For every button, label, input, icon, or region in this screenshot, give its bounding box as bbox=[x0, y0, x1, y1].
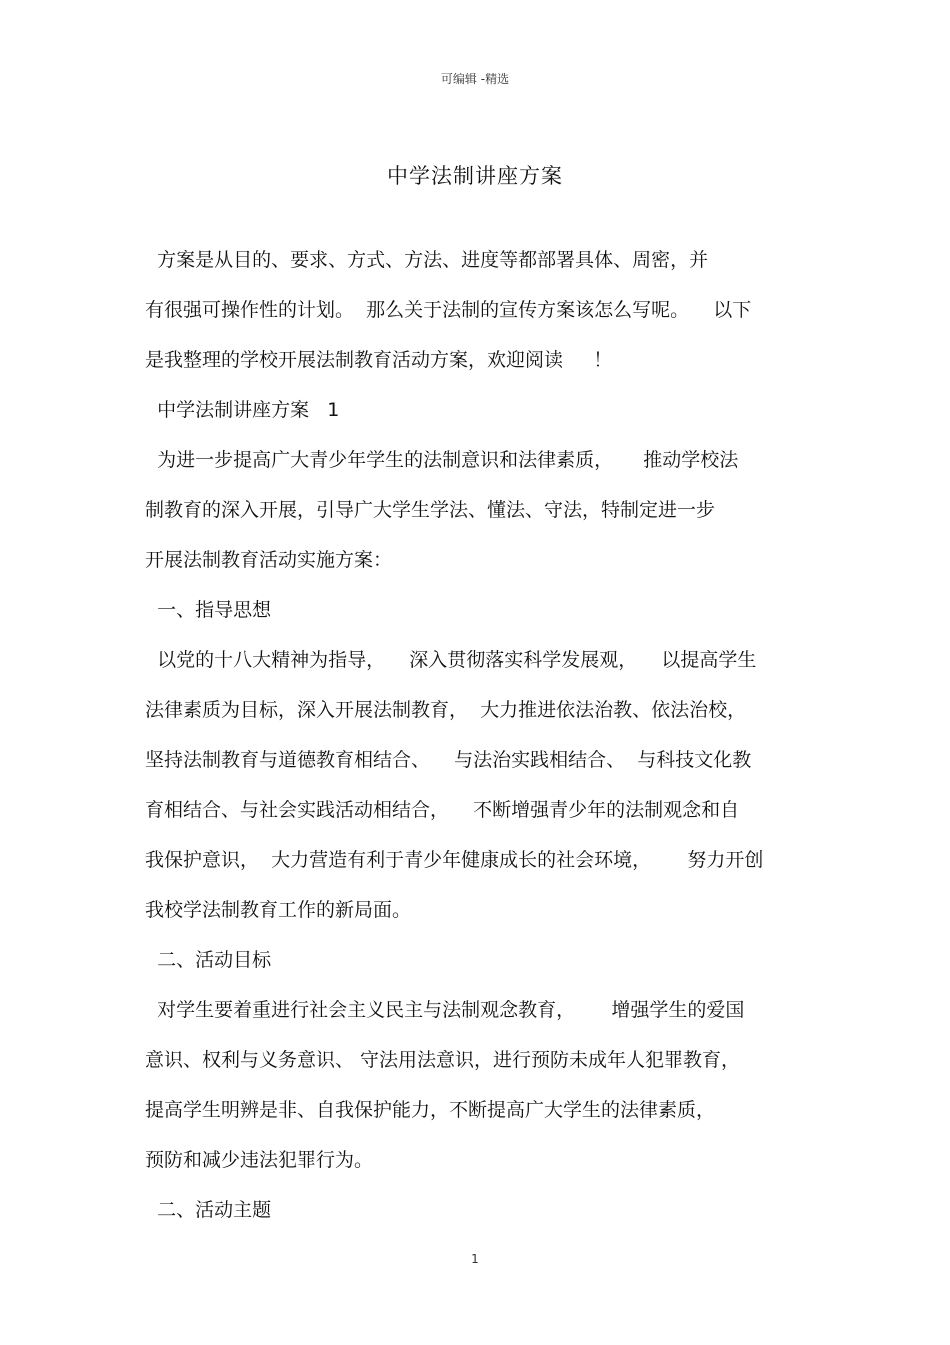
text-line: 提高学生明辨是非、自我保护能力，不断提高广大学生的法律素质， bbox=[145, 1099, 716, 1121]
section-heading: 一、指导思想 bbox=[145, 599, 272, 621]
text-line: 我校学法制教育工作的新局面。 bbox=[145, 899, 412, 921]
text-line: 方案是从目的、要求、方式、方法、进度等都部署具体、周密，并 bbox=[145, 249, 709, 271]
document-body bbox=[145, 235, 810, 1235]
text-line: 为进一步提高广大青少年学生的法制意识和法律素质， 推动学校法 bbox=[145, 449, 739, 471]
document-title: 中学法制讲座方案 bbox=[387, 164, 563, 188]
text-line: 有很强可操作性的计划。 那么关于法制的宣传方案该怎么写呢。 以下 bbox=[145, 299, 752, 321]
page-header: 可编辑 -精选 bbox=[440, 72, 510, 86]
section-heading: 二、活动主题 bbox=[145, 1199, 272, 1221]
text-line: 开展法制教育活动实施方案： bbox=[145, 549, 393, 571]
section-heading: 二、活动目标 bbox=[145, 949, 272, 971]
page-number: 1 bbox=[471, 1252, 479, 1266]
text-line: 预防和减少违法犯罪行为。 bbox=[145, 1149, 374, 1171]
text-line: 坚持法制教育与道德教育相结合、 与法治实践相结合、 与科技文化教 bbox=[145, 749, 752, 771]
text-line: 意识、权利与义务意识、 守法用法意识，进行预防未成年人犯罪教育， bbox=[145, 1049, 741, 1071]
text-line: 是我整理的学校开展法制教育活动方案，欢迎阅读 ！ bbox=[145, 349, 613, 371]
section-heading: 中学法制讲座方案 1 bbox=[145, 399, 340, 421]
text-line: 法律素质为目标，深入开展法制教育， 大力推进依法治教、依法治校， bbox=[145, 699, 747, 721]
text-line: 我保护意识， 大力营造有利于青少年健康成长的社会环境， 努力开创 bbox=[145, 849, 764, 871]
text-line: 以党的十八大精神为指导， 深入贯彻落实科学发展观， 以提高学生 bbox=[145, 649, 757, 671]
text-line: 制教育的深入开展，引导广大学生学法、懂法、守法，特制定进一步 bbox=[145, 499, 716, 521]
text-line: 对学生要着重进行社会主义民主与法制观念教育， 增强学生的爱国 bbox=[145, 999, 745, 1021]
text-line: 育相结合、与社会实践活动相结合， 不断增强青少年的法制观念和自 bbox=[145, 799, 740, 821]
